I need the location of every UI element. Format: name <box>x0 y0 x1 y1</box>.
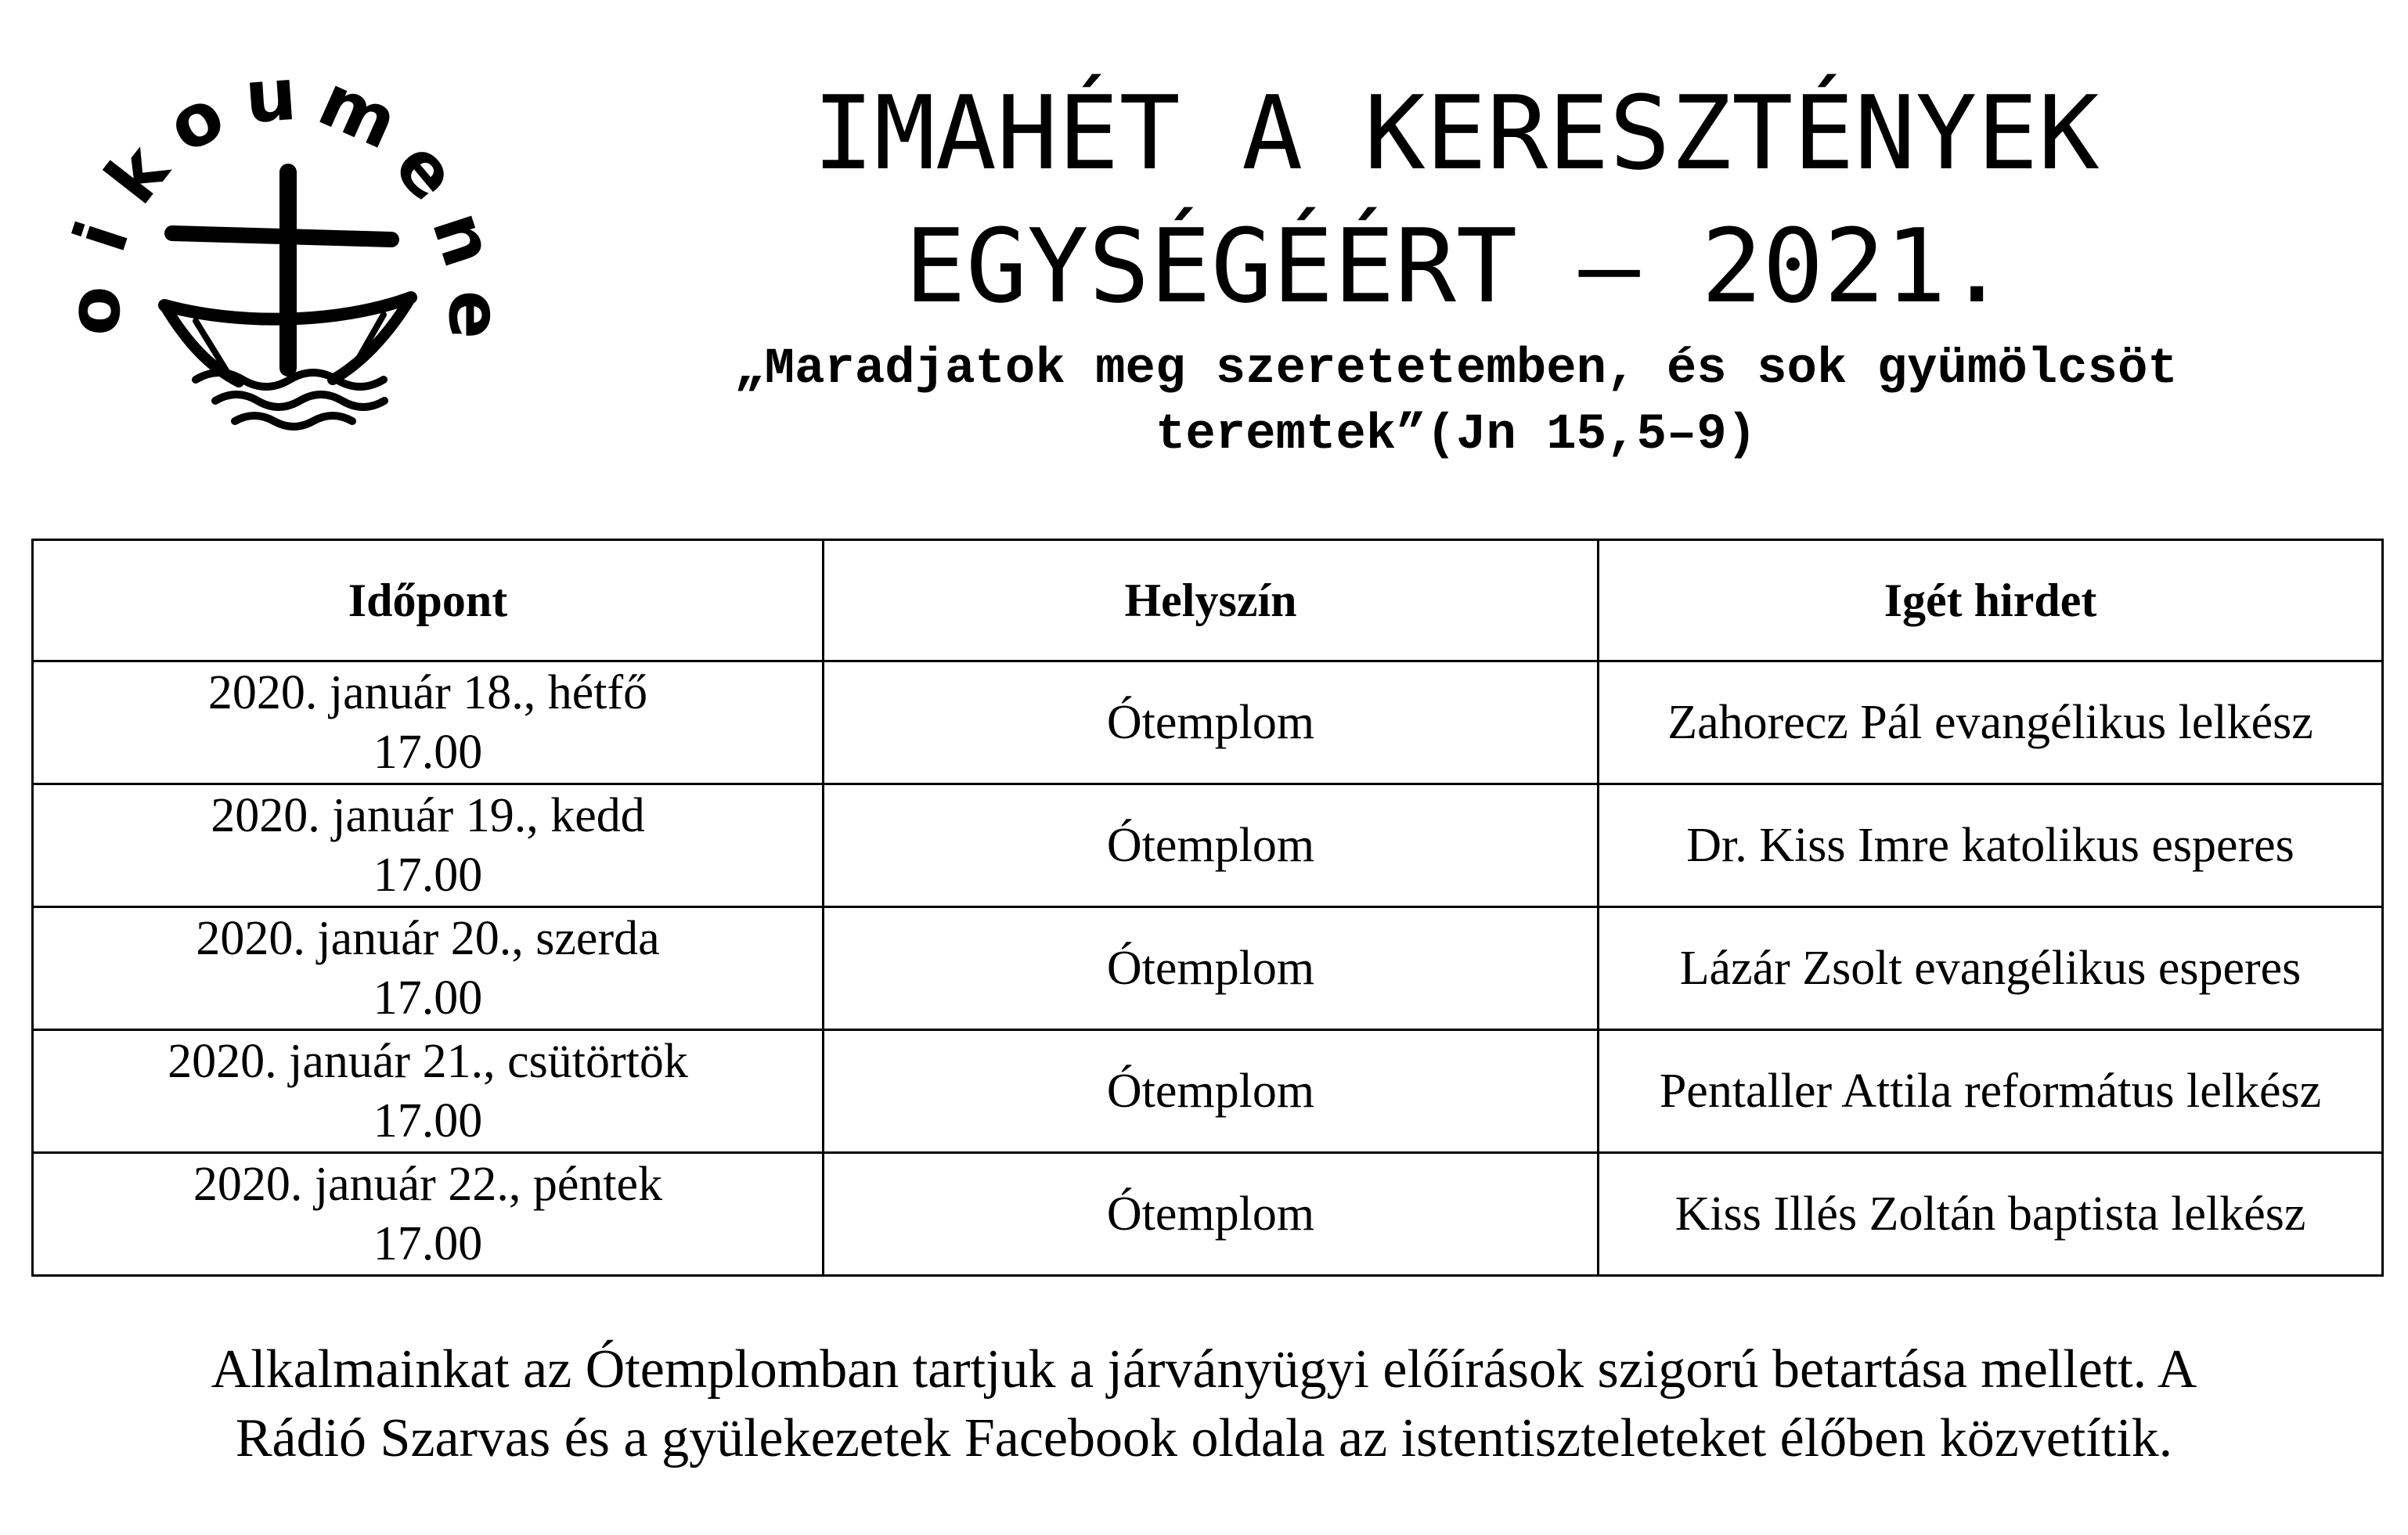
place-cell: Ótemplom <box>824 661 1599 784</box>
date-cell <box>33 907 824 1030</box>
time-text: 17.00 <box>373 726 483 779</box>
logo-letter-u: u <box>242 52 300 140</box>
logo-letter-o: o <box>51 284 138 337</box>
time-text: 17.00 <box>373 1217 483 1270</box>
table-row <box>33 1153 2383 1276</box>
footer-note-line-2: Rádió Szarvas és a gyülekezetek Facebook oldala az istentiszteleteket élőben közvetítik. <box>235 1408 2173 1468</box>
place-cell: Ótemplom <box>824 1030 1599 1153</box>
logo-letter-m: m <box>307 58 410 166</box>
motto-line-1: „Maradjatok meg szeretetemben, és sok gyümölcsöt <box>734 341 2178 398</box>
date-text: 2020. január 21., csütörtök <box>168 1035 688 1088</box>
place-cell: Ótemplom <box>824 1153 1599 1276</box>
time-text: 17.00 <box>373 1094 483 1148</box>
place-cell: Ótemplom <box>824 907 1599 1030</box>
date-text: 2020. január 19., kedd <box>211 789 645 842</box>
time-text: 17.00 <box>373 971 483 1025</box>
column-header-place: Helyszín <box>824 540 1599 661</box>
date-cell <box>33 784 824 907</box>
table-row <box>33 784 2383 907</box>
motto-line-2: teremtek”(Jn 15,5–9) <box>1155 407 1757 463</box>
logo-letter-e: e <box>433 290 517 340</box>
logo-letter-o: o <box>154 72 238 170</box>
date-text: 2020. január 20., szerda <box>196 912 660 965</box>
date-text: 2020. január 22., péntek <box>193 1158 663 1211</box>
date-cell <box>33 1030 824 1153</box>
table-row <box>33 661 2383 784</box>
place-cell: Ótemplom <box>824 784 1599 907</box>
page-title-line-2: EGYSÉGÉÉRT – 2021. <box>904 207 2008 326</box>
preacher-cell: Dr. Kiss Imre katolikus esperes <box>1599 784 2383 907</box>
date-cell <box>33 661 824 784</box>
preacher-cell: Zahorecz Pál evangélikus lelkész <box>1599 661 2383 784</box>
footer-note-line-1: Alkalmainkat az Ótemplomban tartjuk a járványügyi előírások szigorú betartása mellett. A <box>211 1339 2197 1400</box>
page-title-line-1: IMAHÉT A KERESZTÉNYEK <box>813 74 2100 193</box>
preacher-cell: Lázár Zsolt evangélikus esperes <box>1599 907 2383 1030</box>
table-header-row <box>33 540 2383 661</box>
logo-letter-i: i <box>58 211 146 261</box>
date-cell <box>33 1153 824 1276</box>
logo-letter-n: n <box>415 201 511 276</box>
oikoumene-logo <box>51 52 517 454</box>
preacher-cell: Kiss Illés Zoltán baptista lelkész <box>1599 1153 2383 1276</box>
logo-letter-e: e <box>378 124 474 217</box>
column-header-time: Időpont <box>33 540 824 661</box>
logo-letter-k: k <box>89 129 186 219</box>
schedule-table <box>31 539 2384 1277</box>
time-text: 17.00 <box>373 849 483 902</box>
date-text: 2020. január 18., hétfő <box>207 666 648 719</box>
column-header-preacher: Igét hirdet <box>1599 540 2383 661</box>
table-row <box>33 907 2383 1030</box>
preacher-cell: Pentaller Attila református lelkész <box>1599 1030 2383 1153</box>
waves-icon <box>196 373 384 427</box>
table-row <box>33 1030 2383 1153</box>
